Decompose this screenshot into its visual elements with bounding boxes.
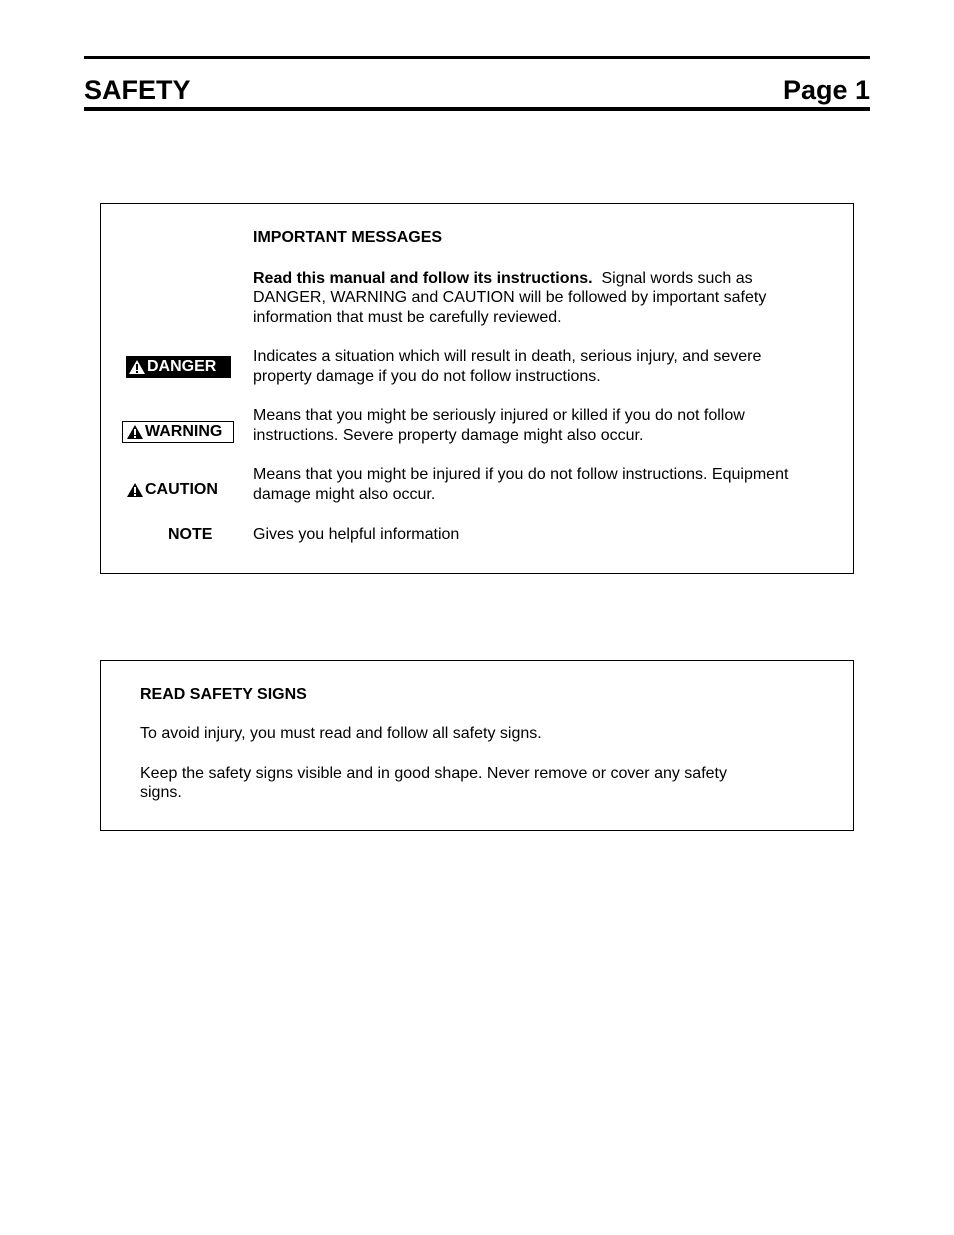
warning-text-line-2: instructions. Severe property damage might also occur.: [253, 427, 644, 444]
intro-bold-text: Read this manual and follow its instructions.: [253, 270, 593, 287]
danger-label: DANGER: [147, 358, 217, 375]
intro-line-3: information that must be carefully reviewed.: [253, 309, 562, 326]
header-rule-top: [84, 56, 870, 59]
danger-badge: [126, 356, 231, 378]
safety-signs-para-2-line-1: Keep the safety signs visible and in good shape. Never remove or cover any safety: [140, 765, 727, 782]
note-label: NOTE: [168, 526, 213, 543]
caution-text-line-1: Means that you might be injured if you do not follow instructions. Equipment: [253, 466, 789, 483]
danger-text-line-1: Indicates a situation which will result in death, serious injury, and severe: [253, 348, 762, 365]
safety-signs-title: READ SAFETY SIGNS: [140, 686, 307, 703]
important-messages-title: IMPORTANT MESSAGES: [253, 229, 443, 246]
intro-line-2: DANGER, WARNING and CAUTION will be followed by important safety: [253, 289, 767, 306]
warning-badge: [122, 421, 234, 443]
page-number: Page 1: [782, 75, 870, 105]
safety-signs-para-2-line-2: signs.: [140, 784, 182, 801]
important-messages-box: [100, 203, 854, 574]
page-section-title: SAFETY: [84, 75, 191, 105]
caution-text-line-2: damage might also occur.: [253, 486, 436, 503]
warning-triangle-icon: [126, 424, 144, 440]
caution-badge: [126, 480, 218, 500]
caution-label: CAUTION: [145, 481, 218, 498]
note-text: Gives you helpful information: [253, 526, 460, 543]
intro-text: Signal words such as: [601, 270, 753, 287]
warning-text-line-1: Means that you might be seriously injured or killed if you do not follow: [253, 407, 745, 424]
header-rule-bottom: [84, 107, 870, 111]
intro-line-1: [253, 269, 753, 289]
danger-text-line-2: property damage if you do not follow instructions.: [253, 368, 601, 385]
warning-label: WARNING: [145, 423, 223, 440]
warning-triangle-icon: [126, 482, 144, 498]
warning-triangle-icon: [128, 359, 146, 375]
safety-signs-para-1: To avoid injury, you must read and follow all safety signs.: [140, 725, 542, 742]
